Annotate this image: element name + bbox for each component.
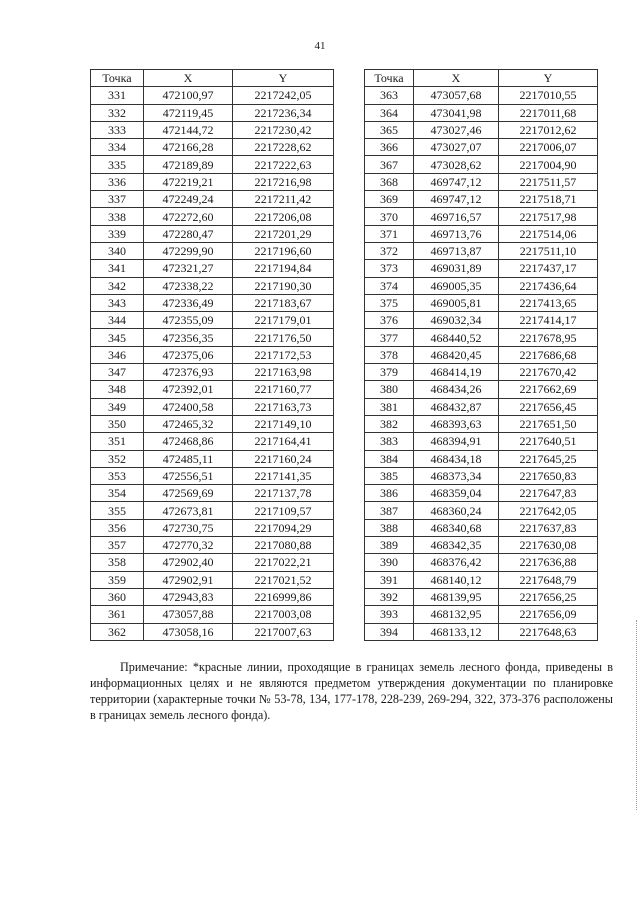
cell-x: 469032,34	[414, 312, 499, 329]
cell-point: 348	[91, 381, 144, 398]
cell-x: 468140,12	[414, 571, 499, 588]
cell-point: 360	[91, 588, 144, 605]
cell-x: 468340,68	[414, 519, 499, 536]
cell-y: 2217648,63	[499, 623, 598, 640]
cell-y: 2217686,68	[499, 346, 598, 363]
cell-point: 349	[91, 398, 144, 415]
cell-point: 352	[91, 450, 144, 467]
cell-x: 468376,42	[414, 554, 499, 571]
table-row	[91, 121, 334, 138]
cell-point: 369	[365, 191, 414, 208]
cell-x: 472673,81	[144, 502, 233, 519]
cell-y: 2217670,42	[499, 364, 598, 381]
cell-x: 473027,46	[414, 121, 499, 138]
cell-y: 2217678,95	[499, 329, 598, 346]
cell-point: 356	[91, 519, 144, 536]
cell-y: 2217190,30	[233, 277, 334, 294]
cell-x: 472730,75	[144, 519, 233, 536]
cell-point: 359	[91, 571, 144, 588]
cell-point: 341	[91, 260, 144, 277]
cell-point: 385	[365, 467, 414, 484]
cell-x: 472468,86	[144, 433, 233, 450]
cell-y: 2217640,51	[499, 433, 598, 450]
table-header-row	[365, 70, 598, 87]
table-row	[365, 121, 598, 138]
table-row	[365, 156, 598, 173]
margin-mark	[636, 620, 638, 810]
table-row	[91, 519, 334, 536]
table-row	[91, 467, 334, 484]
cell-y: 2217163,98	[233, 364, 334, 381]
cell-x: 473027,07	[414, 139, 499, 156]
cell-point: 331	[91, 87, 144, 104]
cell-y: 2217164,41	[233, 433, 334, 450]
cell-point: 387	[365, 502, 414, 519]
cell-x: 473028,62	[414, 156, 499, 173]
cell-point: 337	[91, 191, 144, 208]
cell-y: 2217511,10	[499, 242, 598, 259]
cell-y: 2217216,98	[233, 173, 334, 190]
cell-x: 472902,91	[144, 571, 233, 588]
cell-x: 472376,93	[144, 364, 233, 381]
cell-y: 2217647,83	[499, 485, 598, 502]
table-row	[91, 139, 334, 156]
table-row	[365, 450, 598, 467]
cell-point: 370	[365, 208, 414, 225]
cell-x: 468360,24	[414, 502, 499, 519]
page-number: 41	[314, 40, 326, 52]
cell-x: 472569,69	[144, 485, 233, 502]
table-row	[91, 329, 334, 346]
cell-point: 365	[365, 121, 414, 138]
table-row	[365, 467, 598, 484]
cell-point: 393	[365, 606, 414, 623]
table-row	[91, 364, 334, 381]
cell-point: 334	[91, 139, 144, 156]
cell-y: 2217094,29	[233, 519, 334, 536]
cell-point: 364	[365, 104, 414, 121]
cell-x: 472280,47	[144, 225, 233, 242]
cell-y: 2217021,52	[233, 571, 334, 588]
table-row	[91, 156, 334, 173]
table-row	[91, 415, 334, 432]
cell-y: 2217645,25	[499, 450, 598, 467]
table-row	[91, 260, 334, 277]
cell-point: 382	[365, 415, 414, 432]
cell-x: 468373,34	[414, 467, 499, 484]
table-row	[91, 294, 334, 311]
cell-y: 2217109,57	[233, 502, 334, 519]
cell-point: 375	[365, 294, 414, 311]
cell-y: 2217183,67	[233, 294, 334, 311]
cell-point: 366	[365, 139, 414, 156]
cell-point: 338	[91, 208, 144, 225]
cell-point: 350	[91, 415, 144, 432]
cell-x: 468132,95	[414, 606, 499, 623]
cell-x: 473058,16	[144, 623, 233, 640]
cell-x: 472943,83	[144, 588, 233, 605]
table-row	[365, 260, 598, 277]
cell-y: 2217179,01	[233, 312, 334, 329]
cell-x: 472485,11	[144, 450, 233, 467]
cell-point: 357	[91, 537, 144, 554]
table-row	[365, 139, 598, 156]
table-row	[365, 294, 598, 311]
table-row	[365, 312, 598, 329]
cell-x: 468432,87	[414, 398, 499, 415]
cell-point: 332	[91, 104, 144, 121]
cell-point: 378	[365, 346, 414, 363]
table-row	[365, 173, 598, 190]
cell-y: 2217201,29	[233, 225, 334, 242]
table-row	[365, 606, 598, 623]
cell-point: 343	[91, 294, 144, 311]
cell-x: 472356,35	[144, 329, 233, 346]
cell-y: 2217211,42	[233, 191, 334, 208]
table-row	[365, 364, 598, 381]
table-row	[91, 571, 334, 588]
cell-x: 468139,95	[414, 588, 499, 605]
cell-y: 2217636,88	[499, 554, 598, 571]
table-row	[365, 588, 598, 605]
cell-y: 2217651,50	[499, 415, 598, 432]
cell-x: 468440,52	[414, 329, 499, 346]
header-y: Y	[499, 70, 598, 87]
table-row	[91, 485, 334, 502]
cell-x: 469713,87	[414, 242, 499, 259]
cell-x: 472166,28	[144, 139, 233, 156]
cell-x: 468394,91	[414, 433, 499, 450]
cell-y: 2217163,73	[233, 398, 334, 415]
table-row	[365, 415, 598, 432]
cell-point: 344	[91, 312, 144, 329]
cell-y: 2217080,88	[233, 537, 334, 554]
cell-point: 363	[365, 87, 414, 104]
table-row	[365, 623, 598, 640]
cell-x: 472321,27	[144, 260, 233, 277]
table-body-right	[365, 87, 598, 641]
header-point: Точка	[365, 70, 414, 87]
table-row	[91, 87, 334, 104]
cell-y: 2217630,08	[499, 537, 598, 554]
table-row	[91, 191, 334, 208]
table-row	[91, 398, 334, 415]
header-x: X	[144, 70, 233, 87]
cell-x: 472299,90	[144, 242, 233, 259]
table-row	[91, 502, 334, 519]
cell-y: 2217437,17	[499, 260, 598, 277]
table-row	[91, 588, 334, 605]
cell-y: 2217230,42	[233, 121, 334, 138]
cell-point: 336	[91, 173, 144, 190]
table-row	[365, 329, 598, 346]
cell-point: 340	[91, 242, 144, 259]
cell-y: 2217642,05	[499, 502, 598, 519]
cell-y: 2217413,65	[499, 294, 598, 311]
cell-y: 2217650,83	[499, 467, 598, 484]
cell-x: 468434,18	[414, 450, 499, 467]
table-row	[91, 312, 334, 329]
cell-x: 472392,01	[144, 381, 233, 398]
cell-y: 2217656,45	[499, 398, 598, 415]
cell-point: 372	[365, 242, 414, 259]
cell-point: 333	[91, 121, 144, 138]
cell-y: 2217172,53	[233, 346, 334, 363]
cell-x: 468393,63	[414, 415, 499, 432]
cell-point: 394	[365, 623, 414, 640]
cell-point: 388	[365, 519, 414, 536]
cell-y: 2217010,55	[499, 87, 598, 104]
table-row	[365, 433, 598, 450]
cell-y: 2217011,68	[499, 104, 598, 121]
table-row	[91, 242, 334, 259]
cell-x: 472144,72	[144, 121, 233, 138]
table-row	[91, 554, 334, 571]
header-point: Точка	[91, 70, 144, 87]
table-header-row	[91, 70, 334, 87]
table-row	[365, 502, 598, 519]
table-row	[91, 381, 334, 398]
cell-y: 2217194,84	[233, 260, 334, 277]
table-row	[91, 173, 334, 190]
cell-x: 468342,35	[414, 537, 499, 554]
table-row	[91, 433, 334, 450]
cell-y: 2217242,05	[233, 87, 334, 104]
table-row	[91, 606, 334, 623]
cell-x: 468133,12	[414, 623, 499, 640]
table-row	[91, 450, 334, 467]
cell-point: 367	[365, 156, 414, 173]
cell-y: 2216999,86	[233, 588, 334, 605]
cell-x: 472100,97	[144, 87, 233, 104]
table-row	[365, 191, 598, 208]
coordinates-table-left	[90, 69, 334, 641]
cell-y: 2217176,50	[233, 329, 334, 346]
cell-x: 469713,76	[414, 225, 499, 242]
note-text: Примечание: *красные линии, проходящие в границах земель лесного фонда, приведены в информационных целях и не являются предметом утверждения документации по планировке территории (характерные точки № 53-78, 134, 177-178, 228-239, 269-294, 322, 373-376 расположены в границах земель лесного фонда).	[90, 660, 613, 722]
table-body-left	[91, 87, 334, 641]
coordinates-table-right	[364, 69, 598, 641]
cell-y: 2217137,78	[233, 485, 334, 502]
cell-point: 342	[91, 277, 144, 294]
cell-x: 468420,45	[414, 346, 499, 363]
cell-x: 469005,35	[414, 277, 499, 294]
table-row	[365, 87, 598, 104]
cell-point: 392	[365, 588, 414, 605]
cell-y: 2217206,08	[233, 208, 334, 225]
cell-point: 347	[91, 364, 144, 381]
cell-y: 2217236,34	[233, 104, 334, 121]
cell-point: 361	[91, 606, 144, 623]
cell-x: 472219,21	[144, 173, 233, 190]
table-row	[365, 225, 598, 242]
table-row	[91, 277, 334, 294]
cell-y: 2217006,07	[499, 139, 598, 156]
cell-y: 2217511,57	[499, 173, 598, 190]
cell-y: 2217436,64	[499, 277, 598, 294]
cell-y: 2217517,98	[499, 208, 598, 225]
table-row	[365, 485, 598, 502]
cell-point: 380	[365, 381, 414, 398]
cell-y: 2217003,08	[233, 606, 334, 623]
cell-point: 386	[365, 485, 414, 502]
cell-point: 377	[365, 329, 414, 346]
cell-y: 2217160,77	[233, 381, 334, 398]
cell-y: 2217414,17	[499, 312, 598, 329]
cell-y: 2217012,62	[499, 121, 598, 138]
cell-x: 473057,68	[414, 87, 499, 104]
table-row	[365, 571, 598, 588]
cell-y: 2217656,09	[499, 606, 598, 623]
cell-y: 2217160,24	[233, 450, 334, 467]
table-row	[365, 277, 598, 294]
cell-point: 379	[365, 364, 414, 381]
cell-point: 391	[365, 571, 414, 588]
cell-x: 472400,58	[144, 398, 233, 415]
cell-x: 472336,49	[144, 294, 233, 311]
cell-x: 472338,22	[144, 277, 233, 294]
cell-x: 469716,57	[414, 208, 499, 225]
table-row	[365, 104, 598, 121]
cell-x: 472272,60	[144, 208, 233, 225]
cell-point: 345	[91, 329, 144, 346]
cell-x: 472375,06	[144, 346, 233, 363]
cell-point: 346	[91, 346, 144, 363]
cell-point: 381	[365, 398, 414, 415]
cell-x: 472249,24	[144, 191, 233, 208]
cell-x: 472465,32	[144, 415, 233, 432]
table-row	[91, 623, 334, 640]
cell-y: 2217514,06	[499, 225, 598, 242]
cell-x: 468359,04	[414, 485, 499, 502]
table-row	[91, 537, 334, 554]
cell-x: 472355,09	[144, 312, 233, 329]
table-row	[365, 519, 598, 536]
cell-y: 2217196,60	[233, 242, 334, 259]
cell-point: 355	[91, 502, 144, 519]
cell-point: 389	[365, 537, 414, 554]
cell-y: 2217004,90	[499, 156, 598, 173]
cell-point: 383	[365, 433, 414, 450]
cell-y: 2217518,71	[499, 191, 598, 208]
cell-x: 472189,89	[144, 156, 233, 173]
cell-x: 468434,26	[414, 381, 499, 398]
table-row	[91, 104, 334, 121]
cell-x: 472119,45	[144, 104, 233, 121]
table-row	[91, 346, 334, 363]
cell-y: 2217149,10	[233, 415, 334, 432]
table-row	[91, 225, 334, 242]
cell-y: 2217656,25	[499, 588, 598, 605]
table-row	[365, 381, 598, 398]
cell-point: 384	[365, 450, 414, 467]
cell-y: 2217222,63	[233, 156, 334, 173]
cell-y: 2217662,69	[499, 381, 598, 398]
cell-x: 469747,12	[414, 173, 499, 190]
cell-point: 390	[365, 554, 414, 571]
table-row	[365, 398, 598, 415]
cell-point: 339	[91, 225, 144, 242]
cell-x: 469031,89	[414, 260, 499, 277]
cell-x: 469005,81	[414, 294, 499, 311]
cell-point: 353	[91, 467, 144, 484]
cell-x: 473041,98	[414, 104, 499, 121]
cell-point: 351	[91, 433, 144, 450]
cell-point: 358	[91, 554, 144, 571]
table-row	[365, 346, 598, 363]
cell-y: 2217022,21	[233, 554, 334, 571]
cell-point: 354	[91, 485, 144, 502]
cell-point: 335	[91, 156, 144, 173]
cell-x: 473057,88	[144, 606, 233, 623]
table-row	[365, 537, 598, 554]
cell-point: 374	[365, 277, 414, 294]
header-y: Y	[233, 70, 334, 87]
table-row	[365, 208, 598, 225]
cell-point: 373	[365, 260, 414, 277]
table-row	[365, 242, 598, 259]
note-paragraph	[90, 659, 613, 723]
cell-x: 472902,40	[144, 554, 233, 571]
cell-point: 362	[91, 623, 144, 640]
cell-point: 376	[365, 312, 414, 329]
cell-y: 2217648,79	[499, 571, 598, 588]
cell-x: 472556,51	[144, 467, 233, 484]
table-row	[365, 554, 598, 571]
cell-x: 469747,12	[414, 191, 499, 208]
cell-x: 472770,32	[144, 537, 233, 554]
cell-point: 371	[365, 225, 414, 242]
cell-point: 368	[365, 173, 414, 190]
cell-x: 468414,19	[414, 364, 499, 381]
cell-y: 2217637,83	[499, 519, 598, 536]
cell-y: 2217141,35	[233, 467, 334, 484]
cell-y: 2217007,63	[233, 623, 334, 640]
header-x: X	[414, 70, 499, 87]
cell-y: 2217228,62	[233, 139, 334, 156]
table-row	[91, 208, 334, 225]
